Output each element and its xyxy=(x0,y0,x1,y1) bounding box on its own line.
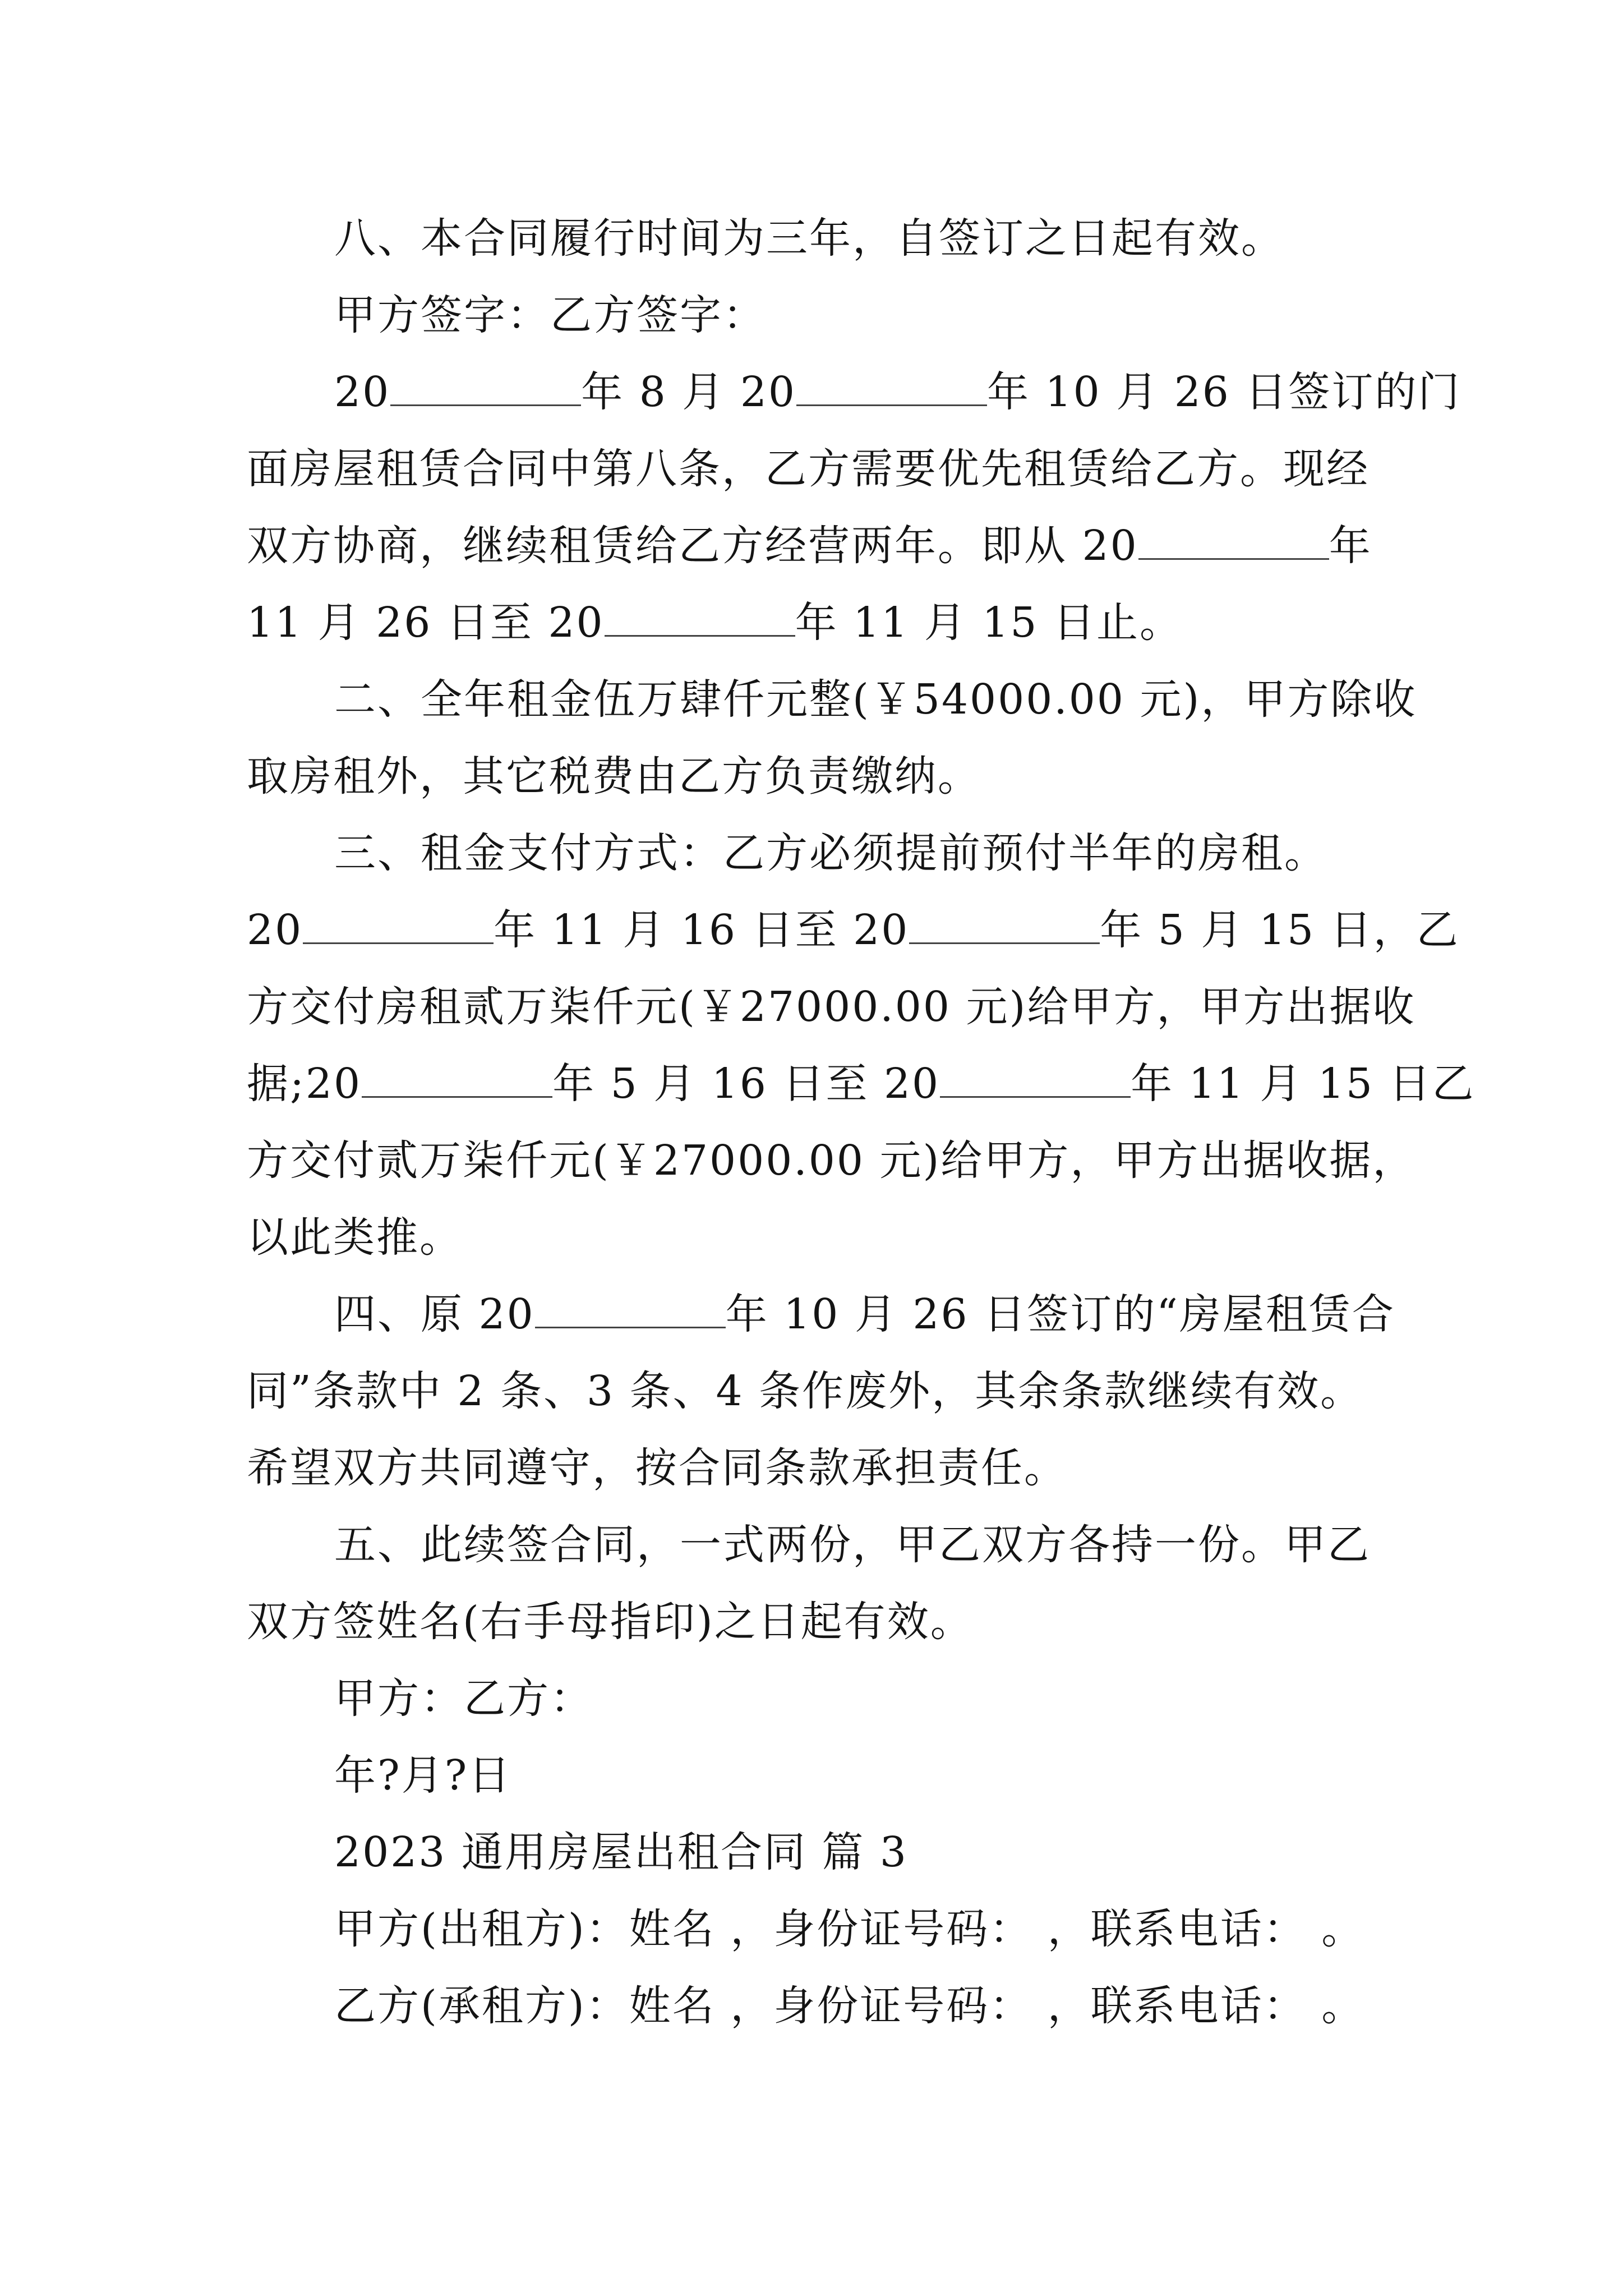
text-segment: 年 10 月 26 日签订的门 xyxy=(986,368,1461,416)
blank-underline xyxy=(390,367,581,406)
renewal-paragraph-line-2: 面房屋租赁合同中第八条，乙方需要优先租赁给乙方。现经 xyxy=(247,445,1370,493)
renewal-paragraph-line-3 xyxy=(247,521,1372,571)
clause-2-line-1: 二、全年租金伍万肆仟元整(￥54000.00 元)，甲方除收 xyxy=(334,675,1417,724)
text-segment: 双方协商，继续租赁给乙方经营两年。即从 20 xyxy=(247,522,1138,570)
renewal-paragraph-line-1 xyxy=(334,367,1461,417)
blank-underline xyxy=(1138,521,1329,560)
text-segment: 11 月 26 日至 20 xyxy=(247,599,605,647)
clause-3-line-1: 三、租金支付方式：乙方必须提前预付半年的房租。 xyxy=(334,829,1327,877)
clause-5-line-1: 五、此续签合同，一式两份，甲乙双方各持一份。甲乙 xyxy=(334,1521,1371,1569)
clause-3-line-3: 方交付房租贰万柒仟元(￥27000.00 元)给甲方，甲方出据收 xyxy=(247,983,1416,1031)
clause-4-line-3: 希望双方共同遵守，按合同条款承担责任。 xyxy=(247,1444,1067,1492)
text-segment: 20 xyxy=(247,906,303,954)
text-segment: 年 11 月 16 日至 20 xyxy=(494,906,910,954)
blank-underline xyxy=(940,1059,1131,1098)
signature-line-2: 甲方：乙方： xyxy=(334,1674,593,1723)
date-line: 年?月?日 xyxy=(334,1751,512,1800)
party-a-line: 甲方(出租方)：姓名 ，身份证号码： ，联系电话： 。 xyxy=(334,1905,1365,1953)
clause-4-line-2: 同”条款中 2 条、3 条、4 条作废外，其余条款继续有效。 xyxy=(247,1367,1364,1415)
clause-3-line-5: 方交付贰万柒仟元(￥27000.00 元)给甲方，甲方出据收据， xyxy=(247,1137,1416,1185)
text-segment: 年 11 月 15 日乙 xyxy=(1131,1060,1476,1108)
blank-underline xyxy=(605,598,795,637)
clause-4-line-1 xyxy=(334,1289,1395,1340)
party-b-line: 乙方(承租方)：姓名 ，身份证号码： ，联系电话： 。 xyxy=(334,1982,1365,2030)
blank-underline xyxy=(909,905,1100,944)
text-segment: 年 5 月 15 日，乙 xyxy=(1100,906,1460,954)
text-segment: 年 xyxy=(1329,522,1372,570)
renewal-paragraph-line-4 xyxy=(247,597,1183,648)
text-segment: 年 10 月 26 日签订的“房屋租赁合 xyxy=(725,1290,1395,1338)
clause-3-line-4 xyxy=(247,1059,1476,1109)
blank-underline xyxy=(362,1059,552,1098)
text-segment: 四、原 20 xyxy=(334,1290,535,1338)
section-heading: 2023 通用房屋出租合同 篇 3 xyxy=(334,1828,908,1876)
text-segment: 年 8 月 20 xyxy=(581,368,796,416)
clause-2-line-2: 取房租外，其它税费由乙方负责缴纳。 xyxy=(247,752,981,800)
clause-3-line-6: 以此类推。 xyxy=(247,1213,463,1262)
clause-5-line-2: 双方签姓名(右手母指印)之日起有效。 xyxy=(247,1598,974,1646)
clause-3-line-2 xyxy=(247,905,1460,955)
clause-8-line: 八、本合同履行时间为三年，自签订之日起有效。 xyxy=(334,214,1284,263)
blank-underline xyxy=(796,367,987,406)
blank-underline xyxy=(535,1290,726,1328)
blank-underline xyxy=(303,905,494,944)
signature-line-1: 甲方签字：乙方签字： xyxy=(334,291,766,339)
text-segment: 年 5 月 16 日至 20 xyxy=(552,1060,940,1108)
text-segment: 年 11 月 15 日止。 xyxy=(795,599,1183,647)
text-segment: 20 xyxy=(334,368,391,416)
text-segment: 据;20 xyxy=(247,1060,362,1108)
